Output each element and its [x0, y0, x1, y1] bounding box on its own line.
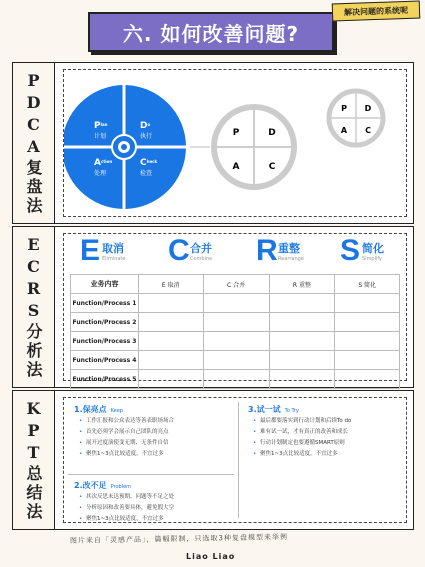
- pdca-q3-zh: 处理: [94, 170, 107, 177]
- list-item: • 聚焦1~3点比较适度，不宜过多: [78, 449, 236, 460]
- footer-caption: 图片来自「灵感产品」，篇幅限制，只选取3种复盘模型来举例: [69, 533, 289, 545]
- pdca-letter: P: [94, 121, 101, 131]
- ecrs-table-header: 业务内容 E 取消 C 合并 R 重整 S 简化: [71, 275, 400, 294]
- list-item: • 工作汇报和公众表达等善表职场场合: [78, 416, 236, 427]
- pdca-section: [12, 62, 414, 224]
- title-banner: [88, 12, 334, 52]
- kpt-panel: [63, 397, 407, 523]
- list-item: • 展开过度演使变无期、无条件自信: [78, 438, 236, 449]
- pdca-side-label: PDCA复盘法: [13, 63, 55, 223]
- pdca-mid-letter: D: [268, 128, 276, 138]
- pdca-mid-circle: [214, 107, 294, 187]
- list-item: • 首先必须学会展示自己团队的亮点: [78, 427, 236, 438]
- table-row: Function/Process 3: [71, 332, 400, 351]
- list-item: • 聚焦1~3点比较适度，不宜过多: [78, 514, 236, 525]
- pdca-small-letter: A: [340, 126, 348, 135]
- ecrs-letter-s: S 简化 Simplify: [340, 234, 384, 267]
- kpt-section: [12, 390, 414, 530]
- ecrs-letter-r: R 重整 Rearrange: [256, 234, 304, 267]
- pdca-big-circle: [64, 85, 186, 209]
- ecrs-letter-c: C 合并 Combine: [168, 234, 213, 267]
- pdca-letter: D: [140, 121, 148, 131]
- pdca-q1-zh: 计划: [94, 133, 107, 140]
- list-item: • 行动计划制定也要遵循SMART原则: [252, 438, 408, 449]
- pdca-letter: C: [140, 158, 147, 168]
- pdca-small-circle: [329, 91, 383, 145]
- kpt-side-label: KPT总结法: [13, 391, 55, 529]
- sticker-label: 解决问题的系统呢: [332, 0, 421, 21]
- pdca-panel: [63, 69, 407, 217]
- pdca-small-letter: D: [364, 104, 372, 113]
- kpt-problem-list: [78, 492, 236, 525]
- kpt-problem-title: 2.改不足 Problem: [74, 481, 132, 490]
- table-row: Function/Process 1: [71, 294, 400, 313]
- ecrs-letters: [74, 234, 396, 270]
- table-row: Function/Process 4: [71, 351, 400, 370]
- ecrs-side-label: ECRS分析法: [13, 227, 55, 387]
- pdca-letter-suffix: heck: [146, 159, 158, 164]
- pdca-mid-letter: P: [232, 128, 240, 138]
- ecrs-table: [70, 274, 400, 389]
- pdca-small-letter: P: [341, 104, 347, 113]
- ecrs-panel: [63, 233, 407, 381]
- table-row: Function/Process 2: [71, 313, 400, 332]
- ecrs-letter-e: E 取消 Eliminate: [80, 234, 126, 267]
- pdca-mid-letter: C: [268, 162, 276, 172]
- pdca-letter-suffix: lan: [100, 122, 108, 127]
- kpt-try-list: [252, 416, 408, 460]
- kpt-try-title: 3.试一试 To Try: [248, 405, 299, 414]
- pdca-letter: A: [94, 158, 101, 168]
- kpt-keep-title: 1.保亮点 Keep: [74, 405, 123, 414]
- pdca-q4-zh: 检查: [140, 170, 153, 177]
- list-item: • 其次反思未达预期、问题等不足之处: [78, 492, 236, 503]
- kpt-keep-list: [78, 416, 236, 460]
- pdca-q2-zh: 执行: [140, 133, 153, 140]
- pdca-mid-letter: A: [232, 162, 240, 172]
- pdca-letter-suffix: o: [147, 122, 151, 127]
- list-item: • 难有试一试，才有真正的改善和成长: [252, 427, 408, 438]
- pdca-diagram: [64, 70, 410, 218]
- brand-logo: Liao Liao: [186, 552, 236, 561]
- pdca-small-letter: C: [365, 126, 371, 135]
- list-item: • 聚焦1~3点比较适度，不宜过多: [252, 449, 408, 460]
- page-title: 六. 如何改善问题?: [122, 21, 300, 46]
- ecrs-section: [12, 226, 414, 388]
- list-item: • 最后都要落实到行动计划和后续To do: [252, 416, 408, 427]
- pdca-letter-suffix: ction: [100, 159, 113, 164]
- table-row: Function/Process 5: [71, 370, 400, 389]
- list-item: • 分析原因和改善要具体，避免假大空: [78, 503, 236, 514]
